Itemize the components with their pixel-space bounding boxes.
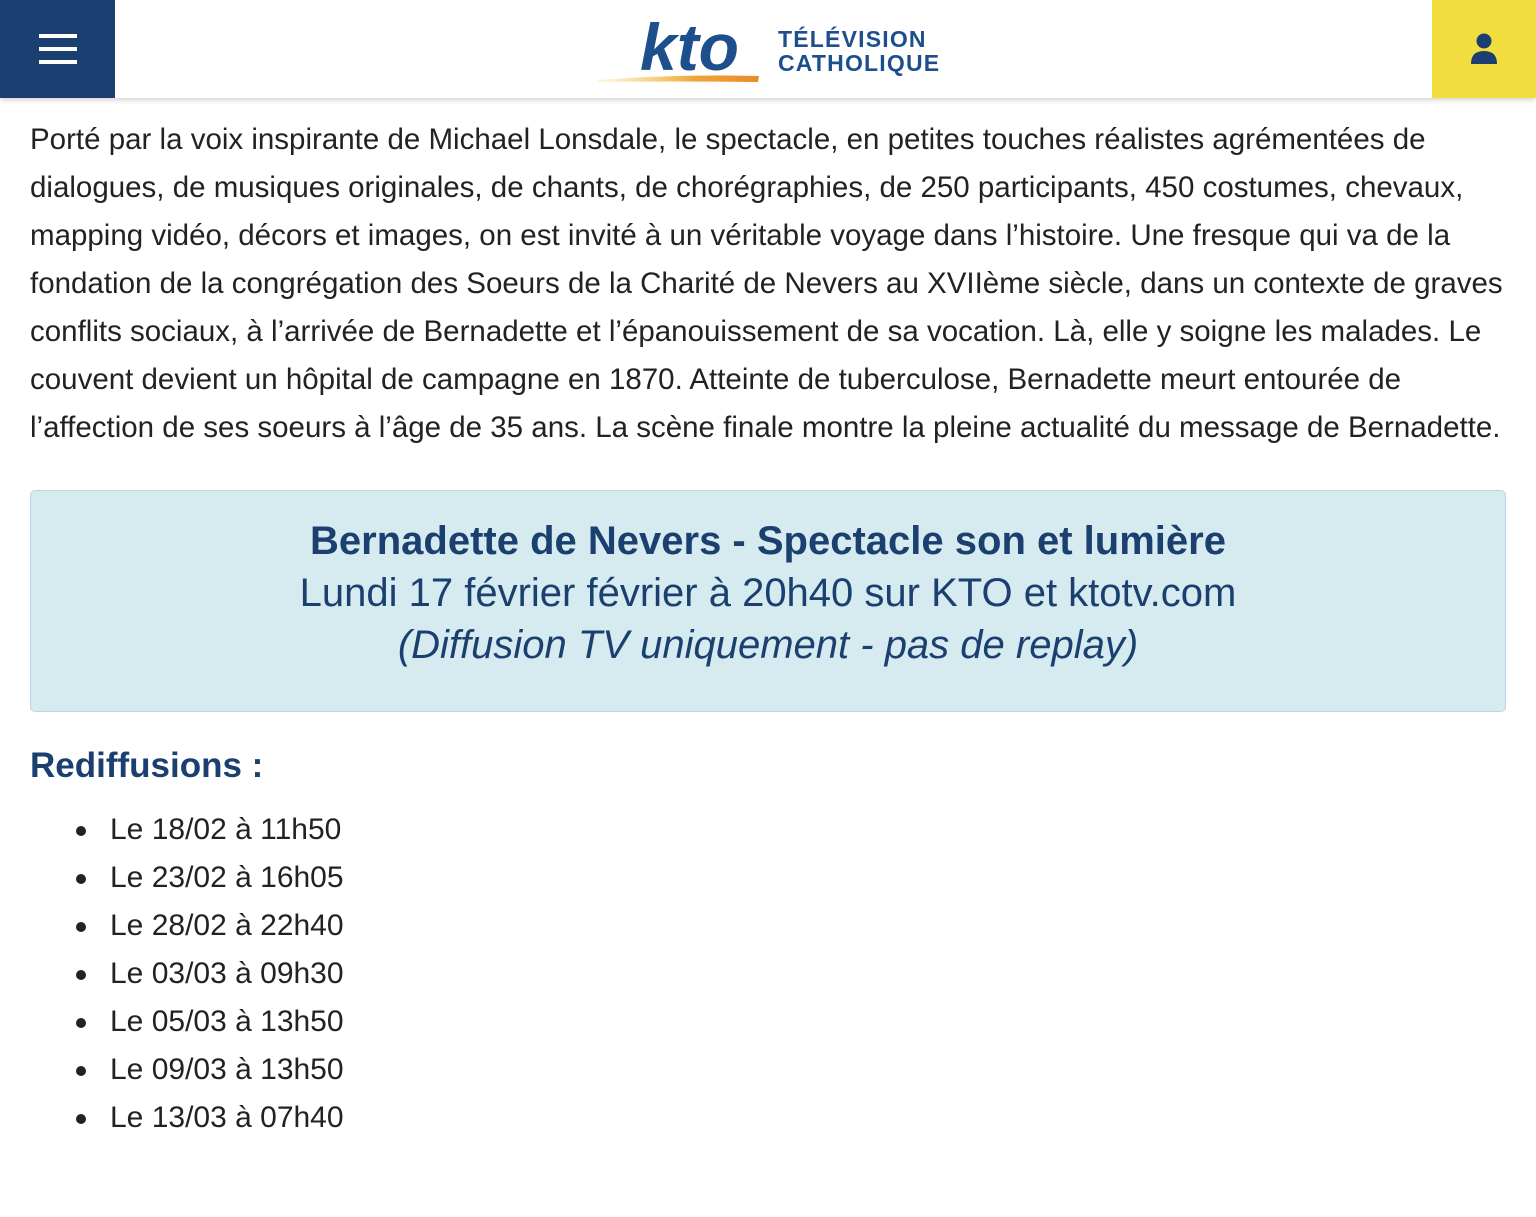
list-item: [30, 998, 1506, 1046]
bullet-icon: [76, 922, 86, 932]
list-item: [30, 1046, 1506, 1094]
bullet-icon: [76, 1066, 86, 1076]
logo-tagline: [778, 27, 940, 75]
logo-tagline-line2: CATHOLIQUE: [778, 50, 941, 76]
menu-button[interactable]: [0, 0, 115, 98]
rediffusion-date: Le 05/03 à 13h50: [110, 1005, 344, 1038]
article-content: [30, 116, 1506, 1142]
site-header: [0, 0, 1536, 98]
rediffusion-date: Le 18/02 à 11h50: [110, 813, 342, 846]
bullet-icon: [76, 1018, 86, 1028]
user-account-button[interactable]: [1432, 0, 1536, 98]
rediffusion-date: Le 09/03 à 13h50: [110, 1053, 344, 1086]
rediffusion-date: Le 03/03 à 09h30: [110, 957, 344, 990]
list-item: [30, 1094, 1506, 1142]
rediffusion-date: Le 23/02 à 16h05: [110, 861, 344, 894]
user-icon: [1470, 33, 1498, 65]
kto-logo-mark: [596, 6, 771, 88]
list-item: [30, 902, 1506, 950]
bullet-icon: [76, 874, 86, 884]
logo-tagline-line1: TÉLÉVISION: [778, 26, 927, 52]
logo-wordmark: kto: [640, 10, 739, 84]
bullet-icon: [76, 826, 86, 836]
broadcast-info-box: [30, 490, 1506, 712]
list-item: [30, 806, 1506, 854]
bullet-icon: [76, 1114, 86, 1124]
list-item: [30, 950, 1506, 998]
rediffusion-date: Le 13/03 à 07h40: [110, 1101, 344, 1134]
hamburger-menu-icon: [39, 33, 77, 65]
broadcast-schedule: Lundi 17 février février à 20h40 sur KTO et ktotv.com: [299, 571, 1237, 615]
broadcast-note: (Diffusion TV uniquement - pas de replay): [397, 623, 1139, 667]
kto-logo[interactable]: [596, 6, 941, 88]
rediffusions-heading: Rediffusions :: [30, 746, 264, 785]
rediffusions-list: [30, 806, 1506, 1142]
list-item: [30, 854, 1506, 902]
rediffusion-date: Le 28/02 à 22h40: [110, 909, 344, 942]
bullet-icon: [76, 970, 86, 980]
broadcast-title: Bernadette de Nevers - Spectacle son et lumière: [310, 519, 1226, 563]
article-intro-paragraph: Porté par la voix inspirante de Michael Lonsdale, le spectacle, en petites touches réalistes agrémentées de dialogues, de musiques originales, de chants, de chorégraphies, de 250 participants, 450 costumes, chevaux, mapping vidéo, décors et images, on est invité à un véritable voyage dans l’histoire. Une fresque qui va de la fondation de la congrégation des Soeurs de la Charité de Nevers au XVIIème siècle, dans un contexte de graves conflits sociaux, à l’arrivée de Bernadette et l’épanouissement de sa vocation. Là, elle y soigne les malades. Le couvent devient un hôpital de campagne en 1870. Atteinte de tuberculose, Bernadette meurt entourée de l’affection de ses soeurs à l’âge de 35 ans. La scène finale montre la pleine actualité du message de Bernadette.: [30, 123, 1503, 444]
